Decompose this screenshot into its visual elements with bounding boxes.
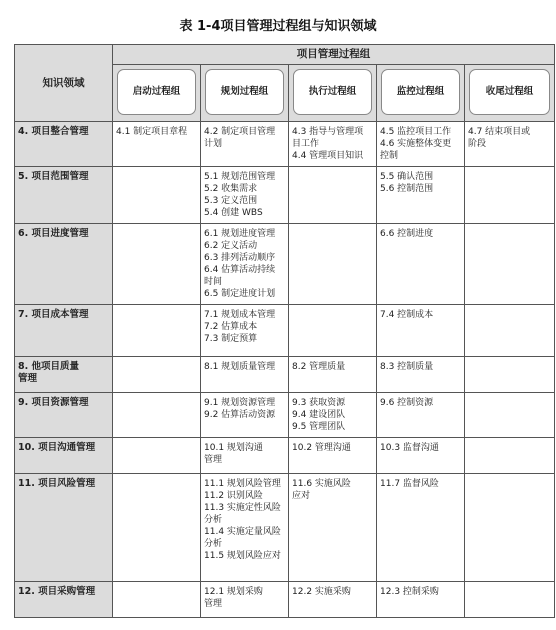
process-cell [113, 167, 201, 224]
process-cell [377, 167, 465, 224]
process-line: 9.2 估算活动资源 [204, 410, 276, 420]
knowledge-area-name: 8. 他项目质量 [18, 361, 80, 372]
process-line: 9.4 建设团队 [292, 410, 346, 420]
process-cell [201, 357, 289, 393]
process-cell [113, 224, 201, 305]
process-line: 8.2 管理质量 [292, 362, 346, 372]
process-cell [289, 357, 377, 393]
process-cell [377, 474, 465, 582]
process-cell [377, 357, 465, 393]
process-line: 6.5 制定进度计划 [204, 289, 276, 299]
process-cell [201, 224, 289, 305]
process-line: 5.6 控制范围 [380, 184, 434, 194]
table-row [15, 122, 555, 167]
process-line: 9.3 获取资源 [292, 398, 346, 408]
table-body [15, 122, 555, 618]
process-line: 11.5 规划风险应对 [204, 551, 281, 561]
process-line: 5.2 收集需求 [204, 184, 258, 194]
process-groups-header: 项目管理过程组 [113, 45, 555, 65]
process-line: 分析 [204, 539, 223, 549]
process-cell [289, 438, 377, 474]
process-cell [289, 582, 377, 618]
process-line: 11.2 识别风险 [204, 491, 263, 501]
process-line: 10.1 规划沟通 [204, 443, 263, 453]
process-cell [201, 167, 289, 224]
process-cell [113, 305, 201, 357]
process-line: 11.3 实施定性风险 [204, 503, 281, 513]
process-cell [289, 167, 377, 224]
process-line: 10.2 管理沟通 [292, 443, 351, 453]
process-cell [201, 474, 289, 582]
process-cell [465, 167, 555, 224]
process-cell [201, 122, 289, 167]
knowledge-area-header: 知识领域 [15, 45, 113, 122]
process-cell [377, 224, 465, 305]
process-line: 8.1 规划质量管理 [204, 362, 276, 372]
process-cell [377, 122, 465, 167]
process-line: 9.5 管理团队 [292, 422, 346, 432]
process-cell [377, 582, 465, 618]
process-line: 应对 [292, 491, 311, 501]
process-line: 11.6 实施风险 [292, 479, 351, 489]
process-cell [465, 438, 555, 474]
knowledge-area-name: 7. 项目成本管理 [18, 309, 89, 320]
knowledge-area-name: 5. 项目范围管理 [18, 171, 89, 182]
phase-executing: 执行过程组 [293, 69, 372, 115]
process-cell [465, 305, 555, 357]
process-line: 11.1 规划风险管理 [204, 479, 281, 489]
process-cell [201, 438, 289, 474]
process-line: 6.4 估算活动持续 [204, 265, 276, 275]
process-line: 管理 [204, 455, 223, 465]
knowledge-area-name: 10. 项目沟通管理 [18, 442, 96, 453]
process-cell [289, 393, 377, 438]
process-line: 目工作 [292, 139, 320, 149]
process-line: 分析 [204, 515, 223, 525]
table-row [15, 167, 555, 224]
process-line: 4.1 制定项目章程 [116, 127, 188, 137]
knowledge-area-cell [15, 357, 113, 393]
process-line: 9.6 控制资源 [380, 398, 434, 408]
table-row [15, 438, 555, 474]
table-row [15, 224, 555, 305]
process-line: 12.3 控制采购 [380, 587, 439, 597]
process-line: 5.1 规划范围管理 [204, 172, 276, 182]
phase-header [289, 65, 377, 122]
table-row [15, 357, 555, 393]
process-cell [113, 393, 201, 438]
process-cell [201, 393, 289, 438]
process-line: 7.3 制定预算 [204, 334, 258, 344]
process-line: 6.3 排列活动顺序 [204, 253, 276, 263]
process-line: 6.6 控制进度 [380, 229, 434, 239]
phase-header [465, 65, 555, 122]
process-line: 4.5 监控项目工作 [380, 127, 452, 137]
knowledge-area-cell [15, 582, 113, 618]
process-cell [465, 474, 555, 582]
table-row [15, 305, 555, 357]
process-cell [201, 582, 289, 618]
process-cell [289, 224, 377, 305]
process-line: 5.5 确认范围 [380, 172, 434, 182]
knowledge-area-cell [15, 122, 113, 167]
process-cell [113, 582, 201, 618]
process-line: 时间 [204, 277, 223, 287]
knowledge-area-cell [15, 393, 113, 438]
knowledge-area-name: 4. 项目整合管理 [18, 126, 89, 137]
knowledge-area-name: 11. 项目风险管理 [18, 478, 96, 489]
process-line: 管理 [204, 599, 223, 609]
process-cell [377, 305, 465, 357]
knowledge-area-name: 6. 项目进度管理 [18, 228, 89, 239]
phase-closing: 收尾过程组 [469, 69, 550, 115]
process-cell [377, 438, 465, 474]
process-line: 4.3 指导与管理项 [292, 127, 364, 137]
knowledge-area-cell [15, 167, 113, 224]
process-cell [201, 305, 289, 357]
knowledge-area-name: 12. 项目采购管理 [18, 586, 96, 597]
process-line: 4.7 结束项目或 [468, 127, 531, 137]
table-row [15, 582, 555, 618]
process-line: 4.6 实施整体变更 [380, 139, 452, 149]
phase-header [377, 65, 465, 122]
process-cell [465, 393, 555, 438]
process-line: 控制 [380, 151, 399, 161]
process-cell [465, 122, 555, 167]
knowledge-area-cell [15, 305, 113, 357]
table-row [15, 474, 555, 582]
process-line: 12.2 实施采购 [292, 587, 351, 597]
table-title: 表 1-4项目管理过程组与知识领域 [179, 19, 377, 34]
process-line: 计划 [204, 139, 223, 149]
phase-planning: 规划过程组 [205, 69, 284, 115]
process-cell [465, 357, 555, 393]
table-row [15, 393, 555, 438]
knowledge-area-cell [15, 438, 113, 474]
phase-initiating: 启动过程组 [117, 69, 196, 115]
process-line: 7.1 规划成本管理 [204, 310, 276, 320]
process-line: 11.4 实施定量风险 [204, 527, 281, 537]
process-cell [289, 305, 377, 357]
process-line: 4.4 管理项目知识 [292, 151, 364, 161]
process-cell [113, 357, 201, 393]
process-cell [465, 224, 555, 305]
process-cell [377, 393, 465, 438]
process-cell [113, 474, 201, 582]
phase-monitoring: 监控过程组 [381, 69, 460, 115]
process-line: 阶段 [468, 139, 487, 149]
process-cell [289, 122, 377, 167]
process-cell [465, 582, 555, 618]
process-knowledge-table [14, 44, 555, 618]
process-cell [113, 122, 201, 167]
knowledge-area-name: 9. 项目资源管理 [18, 397, 89, 408]
process-line: 7.4 控制成本 [380, 310, 434, 320]
knowledge-area-cell [15, 474, 113, 582]
process-line: 8.3 控制质量 [380, 362, 434, 372]
knowledge-area-cell [15, 224, 113, 305]
process-line: 5.3 定义范围 [204, 196, 258, 206]
process-cell [113, 438, 201, 474]
phase-header [113, 65, 201, 122]
knowledge-area-name-cont: 管理 [18, 373, 38, 384]
process-line: 6.1 规划进度管理 [204, 229, 276, 239]
process-line: 9.1 规划资源管理 [204, 398, 276, 408]
process-line: 4.2 制定项目管理 [204, 127, 276, 137]
process-line: 10.3 监督沟通 [380, 443, 439, 453]
process-line: 5.4 创建 WBS [204, 208, 263, 218]
process-line: 11.7 监督风险 [380, 479, 439, 489]
phase-header [201, 65, 289, 122]
process-line: 6.2 定义活动 [204, 241, 258, 251]
process-cell [289, 474, 377, 582]
process-line: 12.1 规划采购 [204, 587, 263, 597]
process-line: 7.2 估算成本 [204, 322, 258, 332]
